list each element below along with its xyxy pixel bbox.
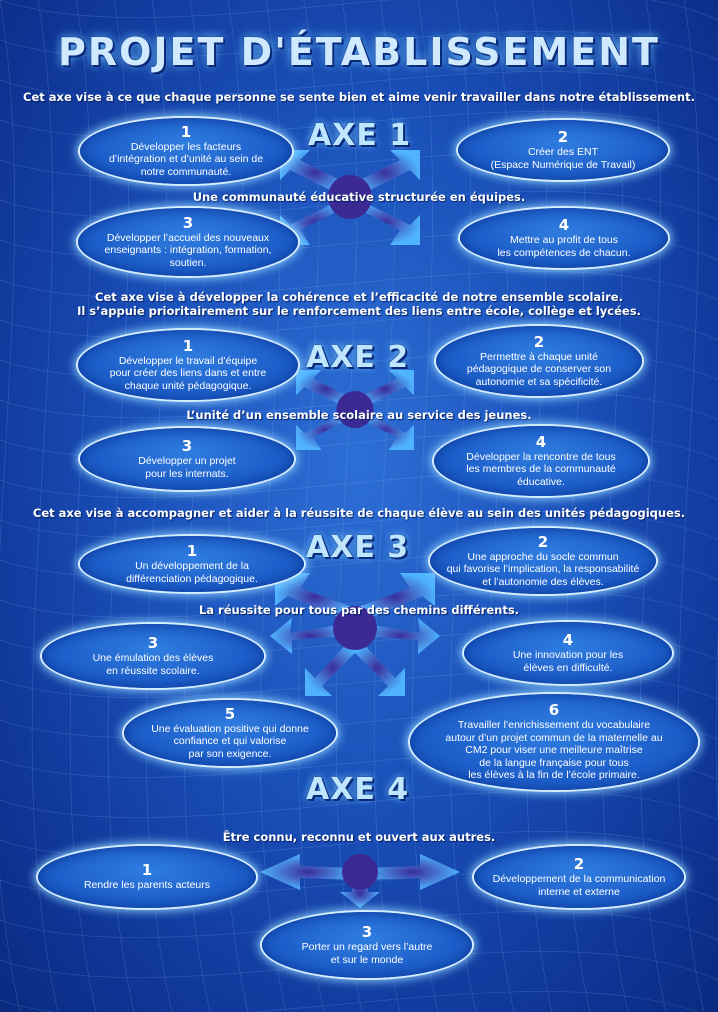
axe3-item-3 — [42, 624, 264, 688]
axe1-label: AXE 1 — [308, 118, 412, 153]
item-number: 3 — [181, 437, 193, 455]
item-number: 3 — [182, 213, 194, 232]
item-text: Développer le travail d’équipe pour créer des liens dans et entre chaque unité pédagogique. — [109, 354, 267, 392]
item-text: Une innovation pour les élèves en difficulté. — [512, 649, 624, 674]
item-text: Développer l’accueil des nouveaux enseignants : intégration, formation, soutien. — [104, 231, 272, 269]
axe3-item-1 — [80, 536, 304, 592]
item-text: Permettre à chaque unité pédagogique de conserver son autonomie et sa spécificité. — [466, 350, 612, 388]
item-number: 5 — [224, 704, 236, 723]
axe2-intro-2: Il s’appuie prioritairement sur le renforcement des liens entre école, collège et lycées. — [77, 304, 641, 318]
item-text: Créer des ENT (Espace Numérique de Travail) — [490, 146, 636, 171]
item-text: Rendre les parents acteurs — [83, 879, 211, 892]
item-number: 2 — [573, 855, 585, 873]
axe1-subtitle: Une communauté éducative structurée en équipes. — [192, 190, 526, 204]
axe3-item-6 — [410, 694, 698, 790]
axe4-subtitle: Être connu, reconnu et ouvert aux autres. — [222, 830, 496, 844]
item-text: Une approche du socle commun qui favorise l’implication, la responsabilité et l’autonomie des élèves. — [446, 550, 640, 588]
axe2-subtitle: L’unité d’un ensemble scolaire au service des jeunes. — [186, 408, 532, 422]
item-number: 2 — [557, 128, 569, 146]
axe3-label: AXE 3 — [306, 530, 410, 565]
axe2-item-3 — [80, 428, 294, 490]
axe2-item-1 — [78, 330, 298, 400]
axe1-intro: Cet axe vise à ce que chaque personne se sente bien et aime venir travailler dans notre établissement. — [23, 90, 695, 104]
item-number: 1 — [182, 336, 194, 355]
axe3-item-4 — [464, 622, 672, 684]
item-number: 2 — [533, 332, 545, 351]
axe4-item-3 — [262, 912, 472, 978]
axe4-arrows — [260, 848, 460, 908]
item-text: Un développement de la différenciation pédagogique. — [126, 560, 258, 585]
item-text: Développer les facteurs d’intégration et d’unité au sein de notre communauté. — [108, 140, 264, 178]
axe3-arrows — [270, 568, 440, 698]
item-number: 4 — [562, 631, 574, 649]
axe2-label: AXE 2 — [306, 340, 410, 375]
item-number: 1 — [180, 122, 192, 141]
item-text: Une émulation des élèves en réussite scolaire. — [92, 652, 214, 677]
axe1-item-4 — [460, 208, 668, 268]
item-number: 4 — [558, 216, 570, 234]
item-text: Travailler l’enrichissement du vocabulaire autour d’un projet commun de la maternelle au CM2 pour viser une meilleure maîtrise de la langue française pour tous les élèves à la fin de l’école primaire. — [445, 719, 663, 782]
item-text: Une évaluation positive qui donne confiance et qui valorise par son exigence. — [151, 722, 309, 760]
axe2-item-2 — [436, 326, 642, 396]
item-number: 2 — [537, 532, 549, 551]
item-number: 3 — [147, 634, 159, 652]
item-number: 1 — [186, 542, 198, 560]
axe3-intro: Cet axe vise à accompagner et aider à la réussite de chaque élève au sein des unités pédagogiques. — [32, 506, 686, 520]
item-number: 4 — [535, 432, 547, 451]
axe4-item-1 — [38, 846, 256, 908]
axe1-item-2 — [458, 120, 668, 180]
axe1-item-1 — [80, 118, 292, 184]
axe3-item-2 — [430, 528, 656, 594]
axe2-intro-1: Cet axe vise à développer la cohérence et l’efficacité de notre ensemble scolaire. — [95, 290, 623, 304]
axe4-label: AXE 4 — [306, 772, 410, 807]
item-text: Porter un regard vers l’autre et sur le monde — [301, 941, 433, 966]
item-number: 6 — [548, 701, 560, 720]
item-number: 3 — [361, 923, 373, 941]
item-text: Mettre au profit de tous les compétences de chacun. — [497, 234, 631, 259]
axe4-item-2 — [474, 846, 684, 908]
item-number: 1 — [141, 861, 153, 880]
page-title: PROJET D'ÉTABLISSEMENT — [58, 30, 660, 74]
axe3-item-5 — [124, 700, 336, 766]
axe3-subtitle: La réussite pour tous par des chemins différents. — [198, 603, 520, 617]
axe2-item-4 — [434, 426, 648, 496]
item-text: Développer la rencontre de tous les membres de la communauté éducative. — [466, 450, 616, 488]
item-text: Développer un projet pour les internats. — [138, 455, 236, 480]
axe1-item-3 — [78, 208, 298, 276]
item-text: Développement de la communication interne et externe — [492, 873, 666, 898]
